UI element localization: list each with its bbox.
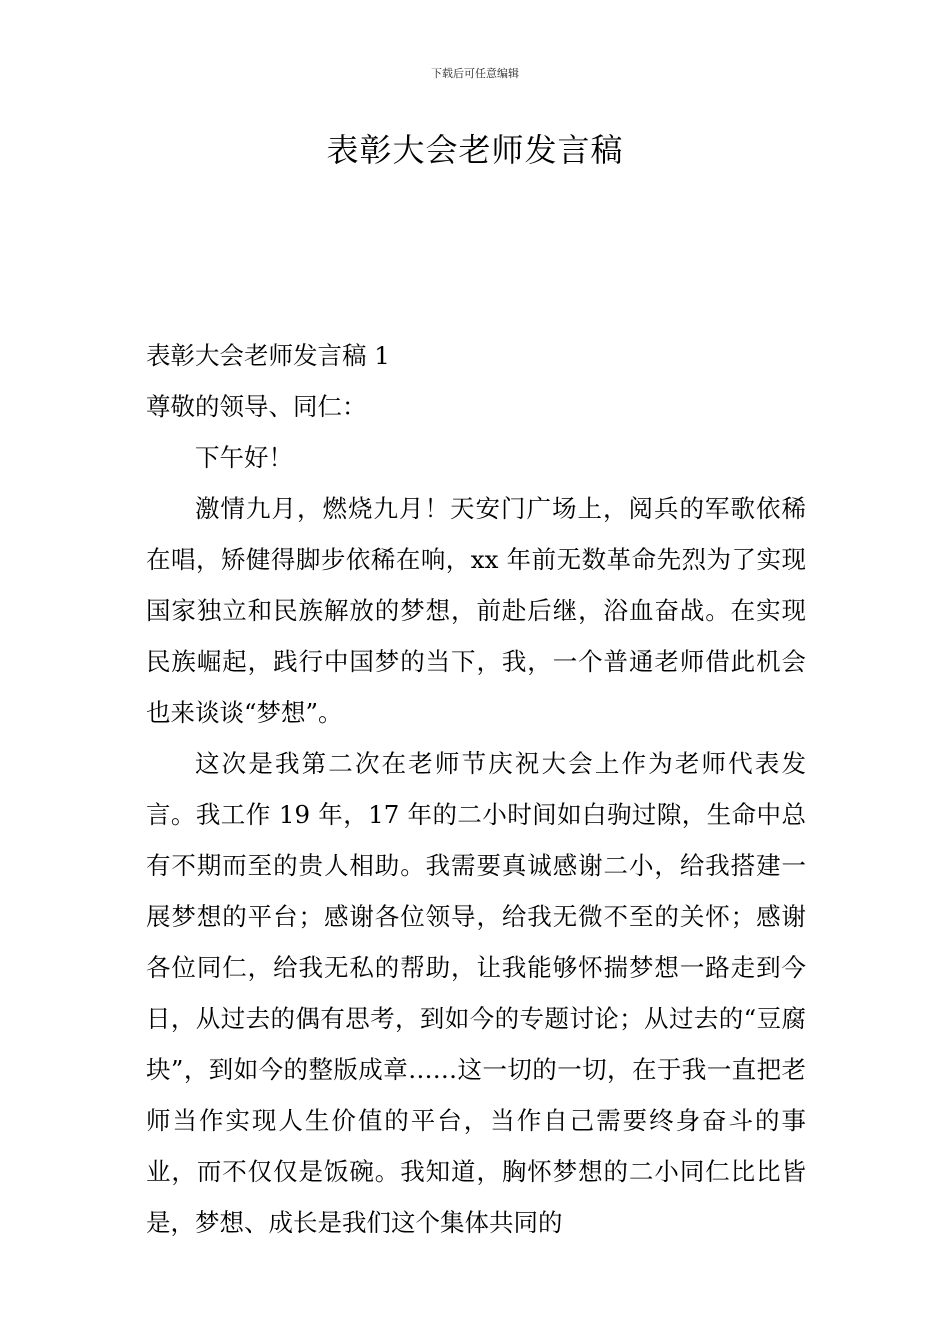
section-heading: 表彰大会老师发言稿 1 — [146, 341, 390, 370]
paragraph-2: 这次是我第二次在老师节庆祝大会上作为老师代表发言。我工作 19 年，17 年的二小时间如白驹过隙，生命中总有不期而至的贵人相助。我需要真诚感谢二小，给我搭建一展梦想的平台；感谢各位领导，给我无微不至的关怀；感谢各位同仁，给我无私的帮助，让我能够怀揣梦想一路走到今日，从过去的偶有思考，到如今的专题讨论；从过去的“豆腐块”，到如今的整版成章……这一切的一切，在于我一直把老师当作实现人生价值的平台，当作自己需要终身奋斗的事业，而不仅仅是饭碗。我知道，胸怀梦想的二小同仁比比皆是，梦想、成长是我们这个集体共同的 — [146, 749, 806, 1237]
greeting: 下午好！ — [195, 443, 293, 472]
salutation: 尊敬的领导、同仁： — [146, 392, 367, 421]
document-body — [146, 330, 806, 1248]
header-note: 下载后可任意编辑 — [431, 67, 519, 80]
document-title: 表彰大会老师发言稿 — [326, 131, 624, 169]
paragraph-1: 激情九月，燃烧九月！天安门广场上，阅兵的军歌依稀在唱，矫健得脚步依稀在响，xx 年前无数革命先烈为了实现国家独立和民族解放的梦想，前赴后继，浴血奋战。在实现民族崛起，践行中国梦的当下，我，一个普通老师借此机会也来谈谈“梦想”。 — [146, 494, 806, 727]
